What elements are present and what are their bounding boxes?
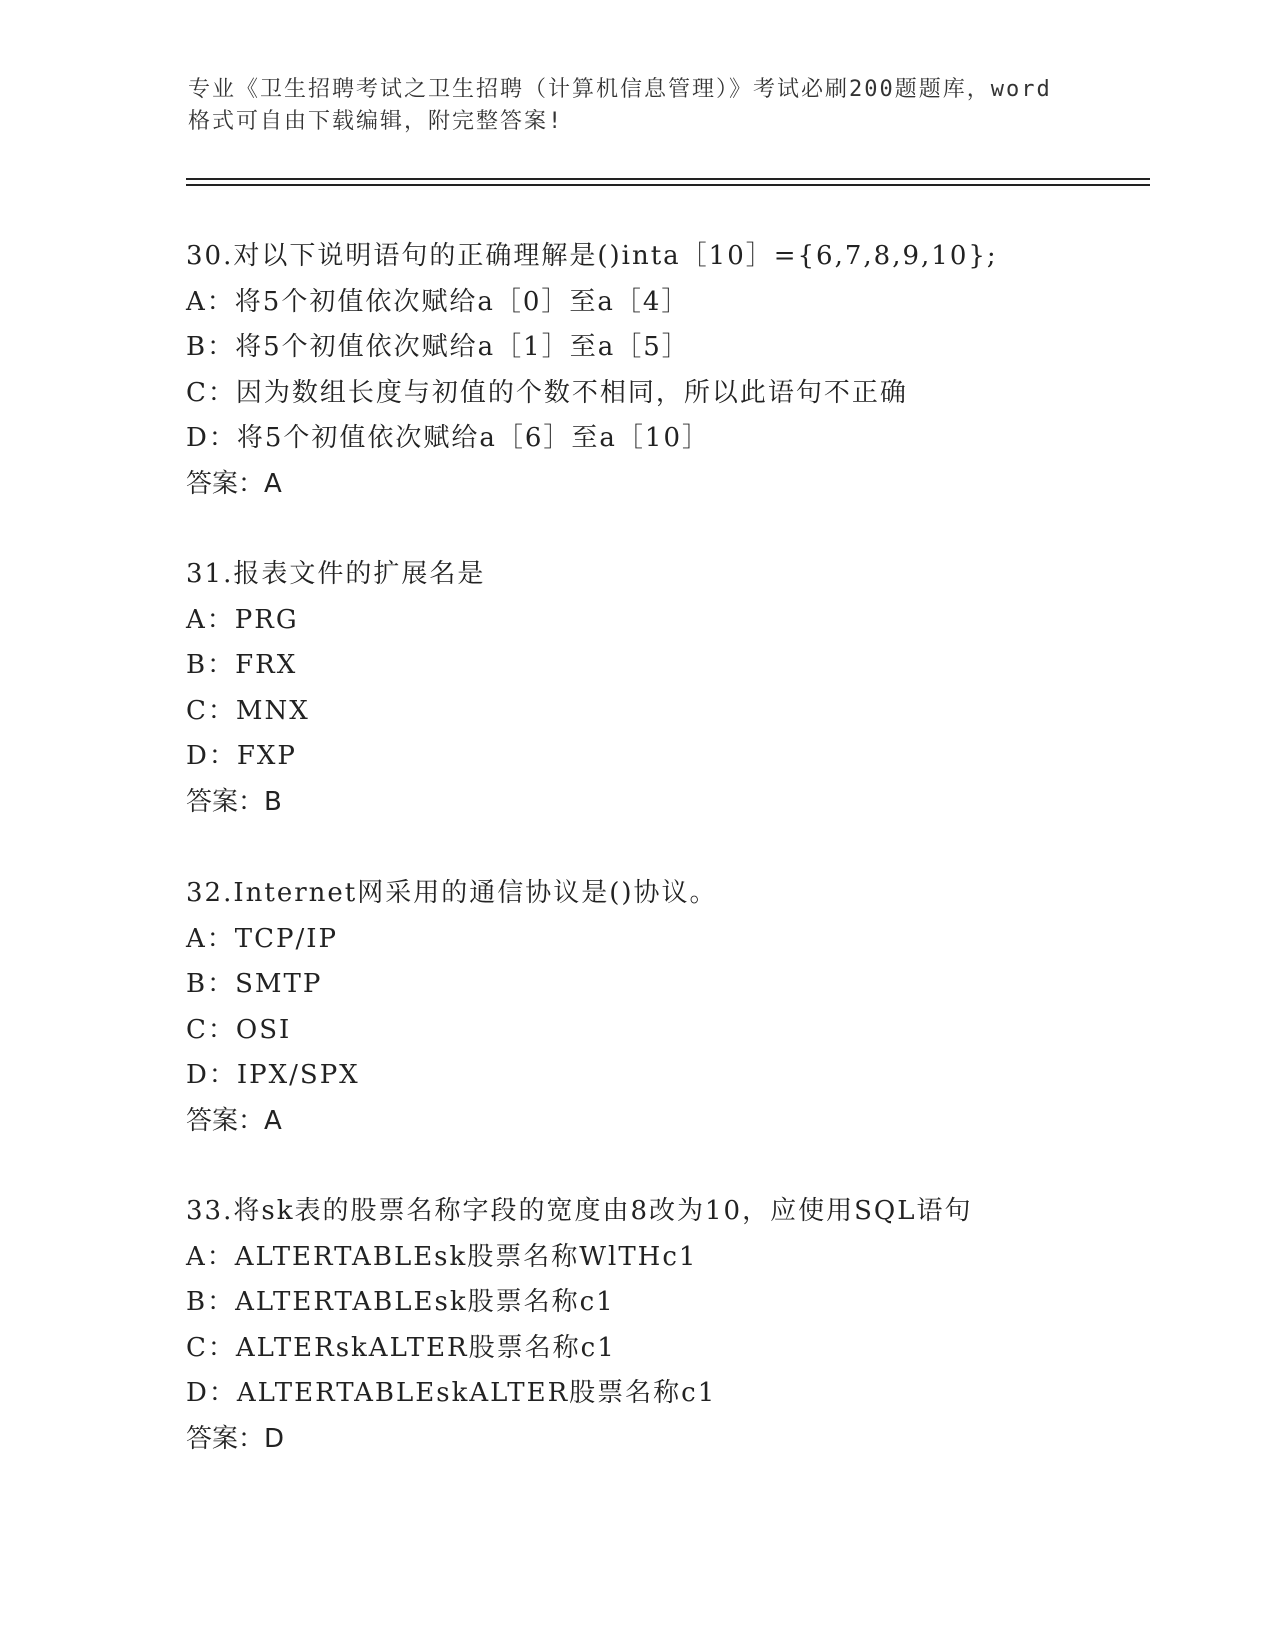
header-line-1: 专业《卫生招聘考试之卫生招聘（计算机信息管理）》考试必刷200题题库，word <box>188 77 1052 102</box>
option-d: D：将5个初值依次赋给a［6］至a［10］ <box>186 423 711 453</box>
document-header <box>188 74 1088 138</box>
question-stem: 32.Internet网采用的通信协议是()协议。 <box>186 878 718 908</box>
question-stem: 30.对以下说明语句的正确理解是()inta［10］={6,7,8,9,10}; <box>186 241 998 271</box>
question-stem: 33.将sk表的股票名称字段的宽度由8改为10，应使用SQL语句 <box>186 1196 973 1226</box>
option-a: A：PRG <box>186 604 299 635</box>
question-32 <box>186 871 1146 1144</box>
answer-line: 答案：A <box>186 1105 282 1136</box>
option-d: D：IPX/SPX <box>186 1060 360 1090</box>
option-a: A：TCP/IP <box>186 923 339 954</box>
question-33 <box>186 1189 1146 1462</box>
option-c: C：MNX <box>186 695 310 726</box>
option-b: B：将5个初值依次赋给a［1］至a［5］ <box>186 332 690 362</box>
option-c: C：OSI <box>186 1014 292 1045</box>
question-30 <box>186 234 1146 507</box>
option-d: D：ALTERTABLEskALTER股票名称c1 <box>186 1378 717 1408</box>
option-b: B：FRX <box>186 650 298 680</box>
option-a: A：将5个初值依次赋给a［0］至a［4］ <box>186 286 690 317</box>
header-line-2: 格式可自由下载编辑，附完整答案! <box>188 109 564 134</box>
answer-line: 答案：A <box>186 468 282 499</box>
option-b: B：SMTP <box>186 969 323 999</box>
header-rule-bottom <box>186 184 1150 186</box>
question-31 <box>186 552 1146 825</box>
answer-line: 答案：B <box>186 786 282 817</box>
answer-line: 答案：D <box>186 1423 285 1454</box>
option-c: C：因为数组长度与初值的个数不相同，所以此语句不正确 <box>186 377 908 408</box>
option-b: B：ALTERTABLEsk股票名称c1 <box>186 1287 615 1317</box>
question-stem: 31.报表文件的扩展名是 <box>186 559 486 589</box>
header-rule-top <box>186 178 1150 180</box>
option-c: C：ALTERskALTER股票名称c1 <box>186 1332 616 1363</box>
option-a: A：ALTERTABLEsk股票名称WlTHc1 <box>186 1241 698 1272</box>
option-d: D：FXP <box>186 741 297 771</box>
